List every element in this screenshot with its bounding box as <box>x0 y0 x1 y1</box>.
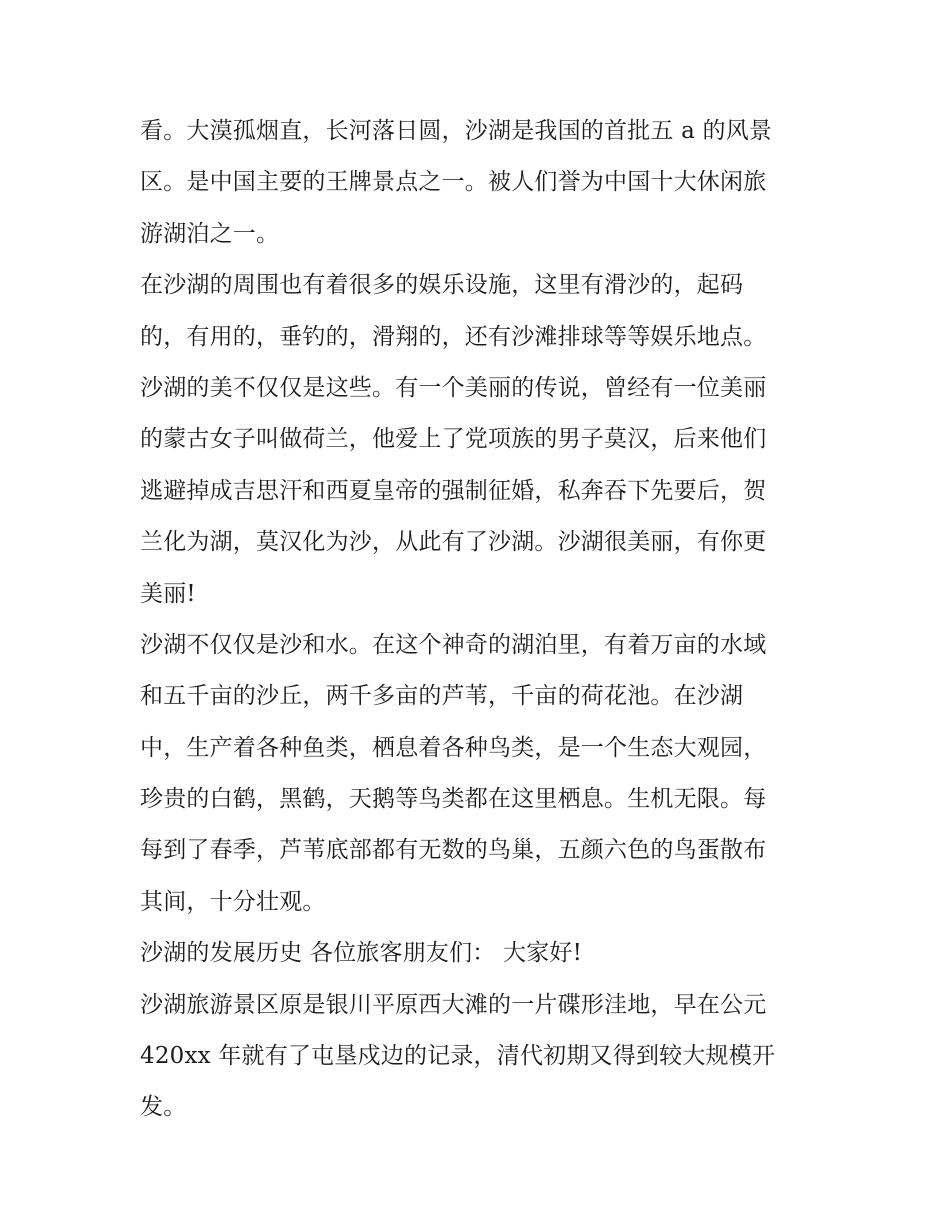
text-line: 沙湖旅游景区原是银川平原西大滩的一片碟形洼地，早在公元 <box>140 991 767 1018</box>
text-line: 每到了春季，芦苇底部都有无数的鸟巢，五颜六色的鸟蛋散布 <box>140 837 767 864</box>
document-body-text <box>140 106 820 1134</box>
text-line: 沙湖的美不仅仅是这些。有一个美丽的传说，曾经有一位美丽 <box>140 374 767 401</box>
text-line: 中，生产着各种鱼类，栖息着各种鸟类，是一个生态大观园， <box>140 734 767 761</box>
text-line: 和五千亩的沙丘，两千多亩的芦苇，千亩的荷花池。在沙湖 <box>140 683 744 710</box>
text-line: 美丽! <box>140 580 196 607</box>
text-line: 在沙湖的周围也有着很多的娱乐设施，这里有滑沙的，起码 <box>140 272 744 299</box>
text-line: 区。是中国主要的王牌景点之一。被人们誉为中国十大休闲旅 <box>140 169 767 196</box>
text-line: 其间，十分壮观。 <box>140 888 326 915</box>
text-line: 看。大漠孤烟直，长河落日圆，沙湖是我国的首批五 a 的风景 <box>140 118 773 144</box>
text-line: 发。 <box>140 1094 187 1121</box>
text-line: 的，有用的，垂钓的，滑翔的，还有沙滩排球等等娱乐地点。 <box>140 323 767 350</box>
text-line: 420xx 年就有了屯垦戍边的记录，清代初期又得到较大规模开 <box>140 1043 776 1070</box>
text-line: 沙湖的发展历史 各位旅客朋友们： 大家好! <box>140 940 583 967</box>
text-line: 游湖泊之一。 <box>140 220 280 247</box>
text-line: 沙湖不仅仅是沙和水。在这个神奇的湖泊里，有着万亩的水域 <box>140 631 767 658</box>
text-line: 珍贵的白鹤，黑鹤，天鹅等鸟类都在这里栖息。生机无限。每 <box>140 786 767 813</box>
text-line: 逃避掉成吉思汗和西夏皇帝的强制征婚，私奔吞下先要后，贺 <box>140 477 767 504</box>
text-line: 兰化为湖，莫汉化为沙，从此有了沙湖。沙湖很美丽，有你更 <box>140 529 767 556</box>
text-line: 的蒙古女子叫做荷兰，他爱上了党项族的男子莫汉，后来他们 <box>140 426 767 453</box>
